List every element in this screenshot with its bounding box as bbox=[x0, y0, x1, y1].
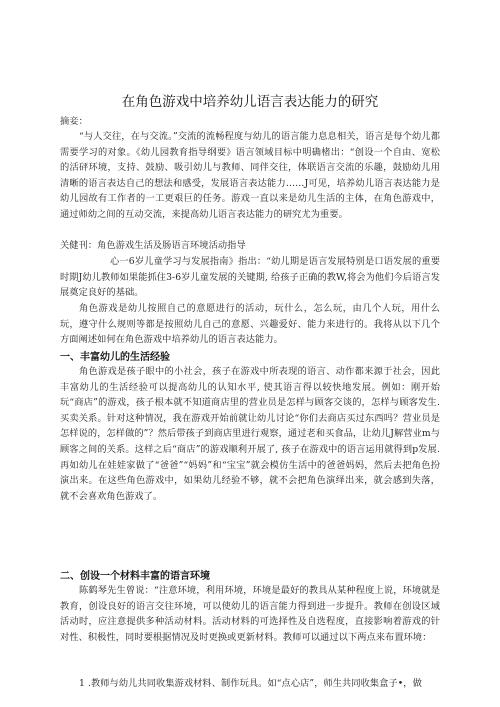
section-heading-1: 一、丰富幼儿的生活经验 bbox=[60, 352, 170, 363]
section-2-text: 陈鹤琴先生曾说：“注意环境，利用环境，环境是最好的教具从某种程度上说，环境就是教育，创设良好的语言交往环境，可以使幼儿的语言能力得到进一步提升。教师在创设区域活动时，应注意提供多种活动材料。活动材料的可选择性及自选程度，直接影响着游戏的针对性、积极性，同时要根据情况及时更换或更新材料。教师可以通过以下两点来布置环境： bbox=[60, 585, 440, 643]
paragraph-guide: 心一6岁儿童学习与发展指南》指出：“幼儿期是语言发展特别是口语发展的重要时期J幼儿教师如果能抓住3-6岁儿童发展的关键期, 给孩子正确的教W,将会为他们今后语言发展奠定良好的基础。 bbox=[60, 256, 440, 299]
section-heading-2: 二、创设一个材料丰富的语言环境 bbox=[60, 571, 210, 582]
section-1-text: 角色游戏是孩子眼中的小社会，孩子在游戏中所表现的语言、动作都来源于社会，因此丰富幼儿的生活经验可以提高幼儿的认知水平, 使其语言得以较快地发展。例如：刚开始玩“商店”的游戏，孩子根本就不知道商店里的营业员是怎样与顾客交谈的，怎样与顾客发生.买卖关系。针对这种情况，我在游戏开始前就让幼儿讨论“你们去商店买过东西吗？营业员是怎样说的，怎样做的”？然后带孩子到商店里进行观察，通过老和买食品，让幼儿J解营业m与顾客之间的关系。这样之后“商店”的游戏顺利开展了, 孩子在游戏中的语言运用就得到p发展. 再如幼儿在娃娃家做了“爸爸”“妈妈”和“宝宝”就会模仿生活中的爸爸妈妈，然后去把角色扮演出来。在这些角色游戏中，如果幼儿经验不够，就不会把角色演绎出来，就会感到失落，就不会喜欢角色游戏了。 bbox=[60, 366, 440, 502]
abstract-text: “与人交往，在与交流。”交流的流畅程度与幼儿的语言能力息息相关，语言是每个幼儿都需要学习的对象。《幼儿园教育指导纲要》语言领域目标中明确楮出：“创设一个自由、宽松的活砰环境，支持、鼓励、吸引幼儿与教师、同伴交往，体联语言交流的乐趣，鼓励幼儿用清晰的语言表达自己的想法和感受，发展语言表达能力……J可见，培养幼儿语言表达能力是幼儿园故有工作者的一工更艰巨的任务。游戏一直以来是幼儿生活的主体，在角色游戏中，通过师幼之间的互动交流，来提高幼儿语言表达能力的研究尤为重要。 bbox=[60, 131, 440, 220]
document-title: 在角色游戏中培养幼儿语言表达能力的研究 bbox=[121, 94, 379, 110]
paragraph-intro: 角色游戏是幼儿按照自己的意愿进行的活动，玩什么，怎么玩，由几个人玩，用什么玩，遵守什么规则等都是按照幼儿自己的意愿、兴趣爱好、能力来进行的。我将从以下几个方面阐述如何在角色游戏中培养幼儿的语言表达能力。 bbox=[60, 303, 440, 346]
abstract-label: 摘妾： bbox=[60, 116, 88, 127]
keywords: 关健刊：角色游戏生活及肠语言环境活动指导 bbox=[60, 240, 246, 251]
list-item: 1 .教师与幼儿共同收集游戏材料、制作玩具。如“点心店”，师生共同收集盒子•，做 bbox=[79, 678, 422, 689]
